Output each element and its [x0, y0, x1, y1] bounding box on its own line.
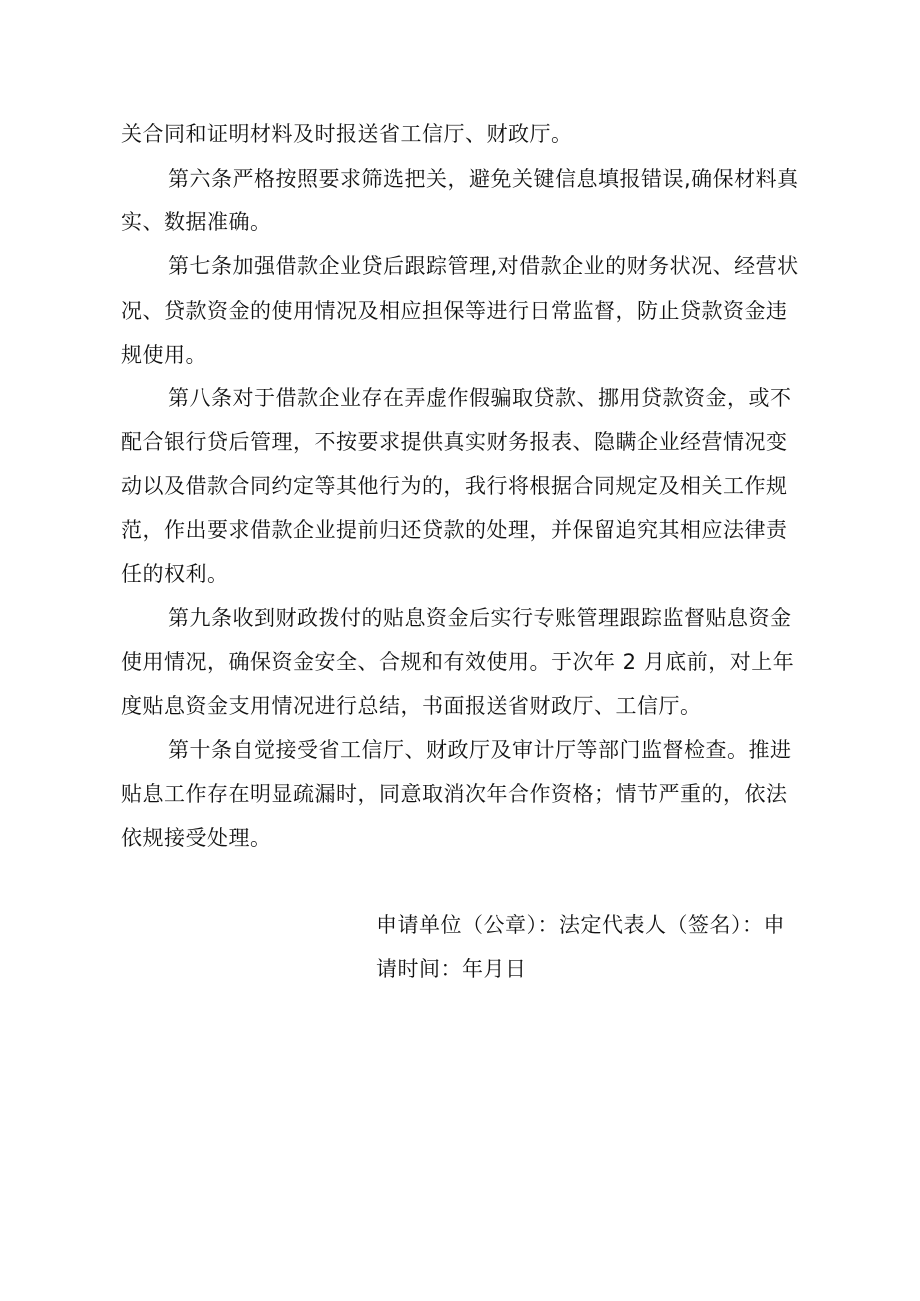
text-line: 贴息工作存在明显疏漏时，同意取消次年合作资格；情节严重的，依法	[121, 782, 788, 806]
text-line: 度贴息资金支用情况进行总结，书面报送省财政厅、工信厅。	[121, 694, 702, 718]
text-line: 况、贷款资金的使用情况及相应担保等进行日常监督，防止贷款资金违	[121, 299, 788, 323]
article-8-line: 第八条对于借款企业存在弄虚作假骗取贷款、挪用贷款资金，或不	[168, 386, 792, 410]
article-7-line: 第七条加强借款企业贷后跟踪管理,对借款企业的财务状况、经营状	[168, 254, 799, 278]
text-line: 范，作出要求借款企业提前归还贷款的处理，并保留追究其相应法律责	[121, 518, 788, 542]
text-line: 任的权利。	[121, 562, 229, 586]
text-line: 实、数据准确。	[121, 210, 272, 234]
text-line: 使用情况，确保资金安全、合规和有效使用。于次年 2 月底前，对上年	[121, 650, 795, 674]
text-line: 规使用。	[121, 343, 207, 367]
text-line: 动以及借款合同约定等其他行为的，我行将根据合同规定及相关工作规	[121, 474, 788, 498]
signature-date-line: 请时间：年月日	[376, 957, 527, 981]
article-10-line: 第十条自觉接受省工信厅、财政厅及审计厅等部门监督检查。推进	[168, 738, 792, 762]
text-line: 依规接受处理。	[121, 826, 272, 850]
signature-line: 申请单位（公章）：法定代表人（签名）：申	[376, 913, 785, 937]
article-9-line: 第九条收到财政拨付的贴息资金后实行专账管理跟踪监督贴息资金	[168, 606, 792, 630]
text-line: 配合银行贷后管理，不按要求提供真实财务报表、隐瞒企业经营情况变	[121, 430, 788, 454]
text-line: 关合同和证明材料及时报送省工信厅、财政厅。	[121, 122, 573, 146]
article-6-line: 第六条严格按照要求筛选把关，避免关键信息填报错误,确保材料真	[168, 167, 799, 191]
